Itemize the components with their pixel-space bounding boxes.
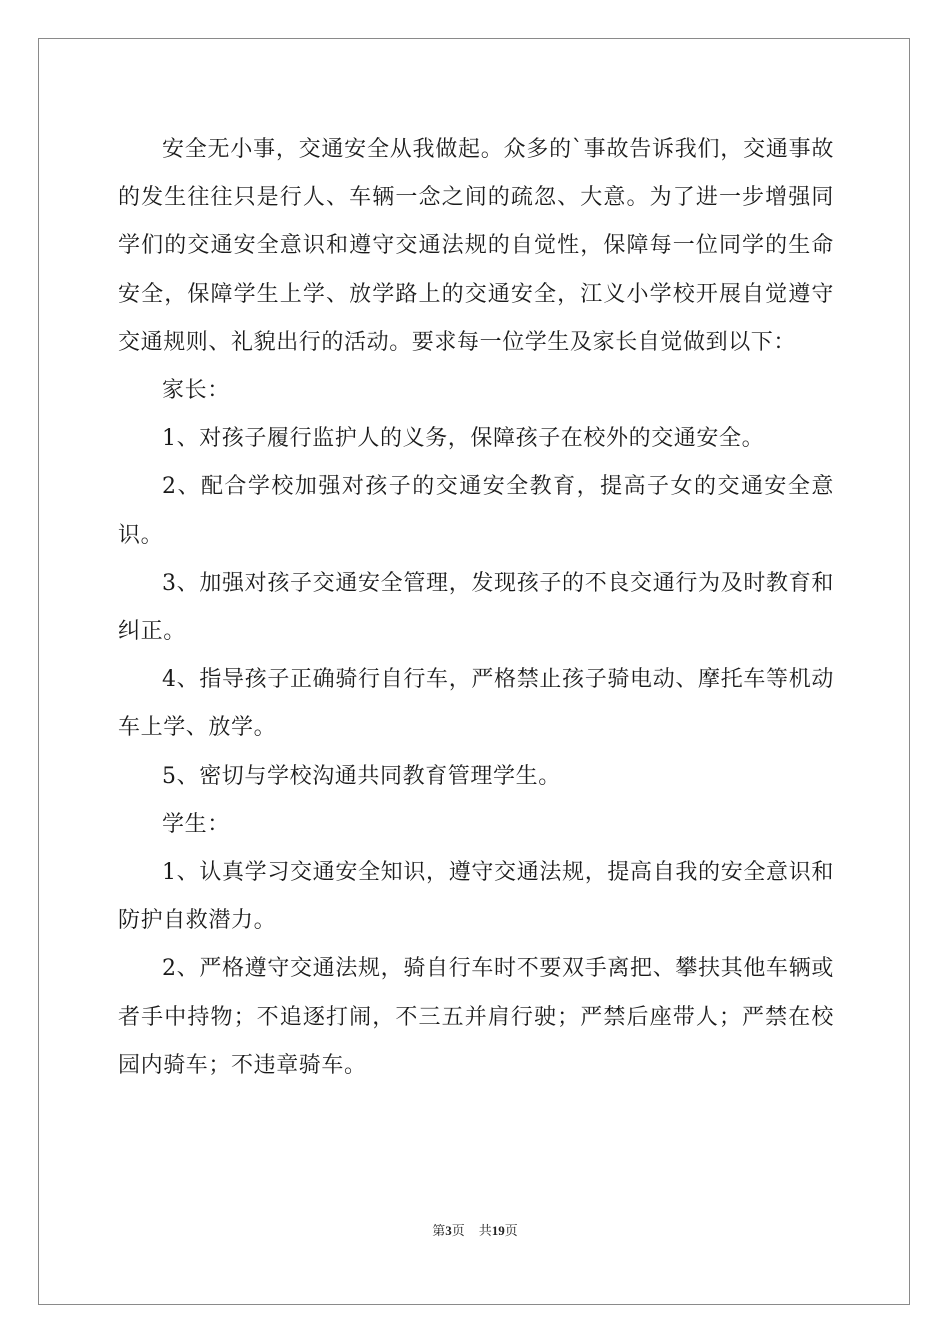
total-prefix: 共	[478, 1223, 492, 1238]
parents-item-3: 3、加强对孩子交通安全管理，发现孩子的不良交通行为及时教育和纠正。	[118, 570, 834, 645]
document-body	[118, 126, 834, 1090]
current-page-number: 3	[445, 1223, 452, 1238]
page-suffix: 页	[451, 1223, 465, 1238]
parents-item-2: 2、配合学校加强对孩子的交通安全教育，提高子女的交通安全意识。	[118, 474, 834, 548]
parents-item-4: 4、指导孩子正确骑行自行车，严格禁止孩子骑电动、摩托车等机动车上学、放学。	[118, 667, 834, 741]
section-heading-parents: 家长：	[162, 378, 230, 404]
section-heading-students: 学生：	[162, 811, 230, 837]
page-prefix: 第	[432, 1223, 446, 1238]
page-footer	[0, 1220, 950, 1239]
total-suffix: 页	[504, 1223, 518, 1238]
parents-item-1: 1、对孩子履行监护人的义务，保障孩子在校外的交通安全。	[162, 426, 765, 452]
parents-item-5: 5、密切与学校沟通共同教育管理学生。	[162, 763, 561, 789]
intro-paragraph: 安全无小事，交通安全从我做起。众多的`事故告诉我们，交通事故的发生往往只是行人、车辆一念之间的疏忽、大意。为了进一步增强同学们的交通安全意识和遵守交通法规的自觉性，保障每一位同学的生命安全，保障学生上学、放学路上的交通安全，江义小学校开展自觉遵守交通规则、礼貌出行的活动。要求每一位学生及家长自觉做到以下：	[118, 137, 834, 355]
students-item-2: 2、严格遵守交通法规，骑自行车时不要双手离把、攀扶其他车辆或者手中持物；不追逐打闹，不三五并肩行驶；严禁后座带人；严禁在校园内骑车；不违章骑车。	[118, 956, 834, 1078]
students-item-1: 1、认真学习交通安全知识，遵守交通法规，提高自我的安全意识和防护自救潜力。	[118, 860, 834, 934]
total-pages-number: 19	[491, 1223, 505, 1238]
